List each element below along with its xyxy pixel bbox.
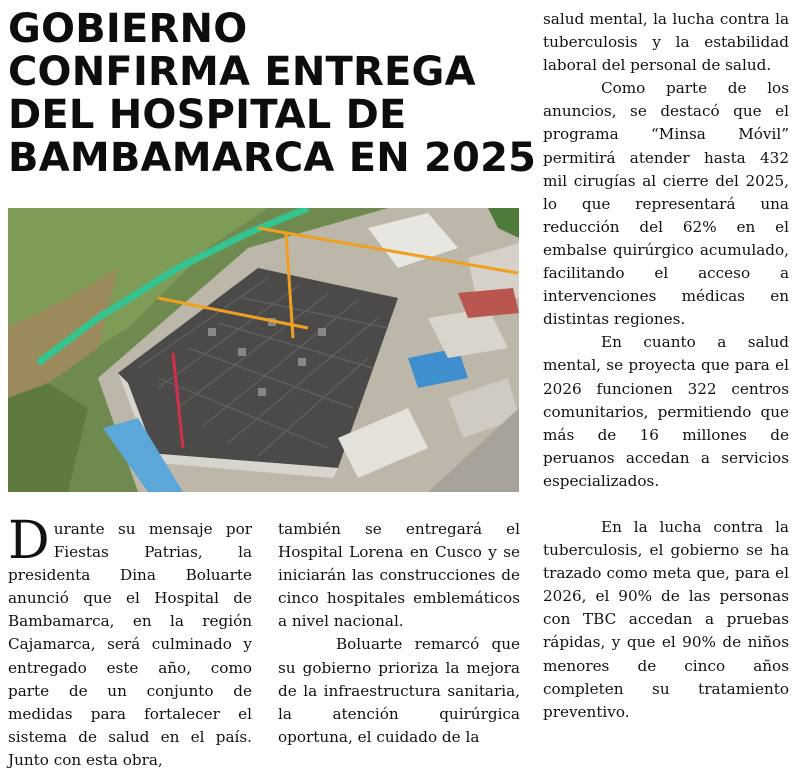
headline-line-4: BAMBAMARCA EN 2025 bbox=[8, 135, 537, 181]
drop-cap: D bbox=[8, 511, 50, 571]
paragraph-salud-mental: En cuanto a salud mental, se proyecta que para el 2026 funcionen 322 centros comunitarios, permitiendo que más de 16 millones de peruanos accedan a servicios especializados. bbox=[543, 333, 789, 490]
paragraph-tuberculosis: En la lucha contra la tuberculosis, el gobierno se ha trazado como meta que, para el 2026, el 90% de las personas con TBC accedan a pruebas rápidas, y que el 90% de niños menores de cinco años completen su tratamiento preventivo. bbox=[543, 517, 789, 721]
aerial-photo-illustration bbox=[8, 208, 519, 492]
article-column-3 bbox=[543, 8, 789, 724]
hospital-construction-photo bbox=[8, 208, 519, 492]
paragraph-continuation: salud mental, la lucha contra la tuberculosis y la estabilidad laboral del personal de salud. bbox=[543, 10, 789, 75]
article-column-2 bbox=[278, 518, 520, 749]
paragraph-intro bbox=[8, 511, 252, 772]
article-headline bbox=[8, 6, 537, 181]
article-column-1 bbox=[8, 511, 252, 772]
paragraph-priorities: Boluarte remarcó que su gobierno prioriza la mejora de la infraestructura sanitaria, la atención quirúrgica oportuna, el cuidado de la bbox=[278, 635, 520, 746]
paragraph-minsa-movil: Como parte de los anuncios, se destacó que el programa “Minsa Móvil” permitirá atender hasta 432 mil cirugías al cierre del 2025, lo que representará una reducción del 62% en el embalse quirúrgico acumulado, facilitando el acceso a intervenciones médicas en distintas regiones. bbox=[543, 79, 789, 329]
headline-line-2: CONFIRMA ENTREGA bbox=[8, 49, 476, 95]
headline-line-1: GOBIERNO bbox=[8, 6, 248, 52]
paragraph-intro-text: urante su mensaje por Fiestas Patrias, la presidenta Dina Boluarte anunció que el Hospital de Bambamarca, en la región Cajamarca, será culminado y entregado este año, como parte de un conjunto de medidas para fortalecer el sistema de salud en el país. Junto con esta obra, bbox=[8, 520, 252, 769]
paragraph-spacer bbox=[543, 493, 789, 516]
paragraph-hospital-lorena: también se entregará el Hospital Lorena en Cusco y se iniciarán las construcciones de cinco hospitales emblemáticos a nivel nacional. bbox=[278, 520, 520, 631]
headline-line-3: DEL HOSPITAL DE bbox=[8, 92, 407, 138]
